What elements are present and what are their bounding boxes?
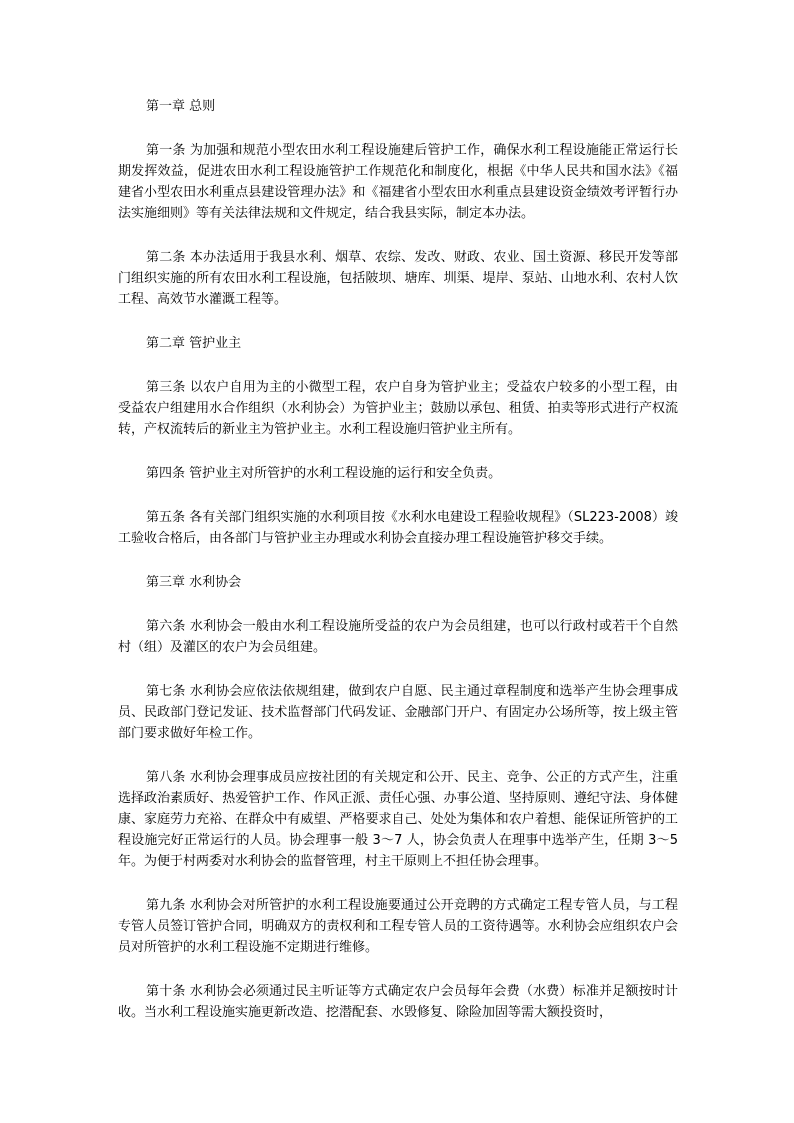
article-9: 第九条 水利协会对所管护的水利工程设施要通过公开竞聘的方式确定工程专管人员，与工程专管人员签订管护合同，明确双方的责权利和工程专管人员的工资待遇等。水利协会应组织农户会员对所管护的水利工程设施不定期进行维修。 [118,898,678,955]
chapter-2-heading: 第二章 管护业主 [146,336,242,351]
article-6: 第六条 水利协会一般由水利工程设施所受益的农户为会员组建，也可以行政村或若干个自然村（组）及灌区的农户为会员组建。 [118,619,678,655]
article-7: 第七条 水利协会应依法依规组建，做到农户自愿、民主通过章程制度和选举产生协会理事成员、民政部门登记发证、技术监督部门代码发证、金融部门开户、有固定办公场所等，按上级主管部门要求做好年检工作。 [118,684,678,741]
document-page [118,96,678,1046]
article-5: 第五条 各有关部门组织实施的水利项目按《水利水电建设工程验收规程》（SL223-2008）竣工验收合格后，由各部门与管护业主办理或水利协会直接办理工程设施管护移交手续。 [118,510,678,546]
chapter-1-heading: 第一章 总则 [146,99,216,114]
article-3: 第三条 以农户自用为主的小微型工程，农户自身为管护业主；受益农户较多的小型工程，由受益农户组建用水合作组织（水利协会）为管护业主；鼓励以承包、租赁、拍卖等形式进行产权流转，产权流转后的新业主为管护业主。水利工程设施归管护业主所有。 [118,380,678,437]
article-1: 第一条 为加强和规范小型农田水利工程设施建后管护工作，确保水利工程设施能正常运行长期发挥效益，促进农田水利工程设施管护工作规范化和制度化，根据《中华人民共和国水法》《福建省小型农田水利重点县建设管理办法》和《福建省小型农田水利重点县建设资金绩效考评暂行办法实施细则》等有关法律法规和文件规定，结合我县实际，制定本办法。 [118,143,678,221]
article-2: 第二条 本办法适用于我县水利、烟草、农综、发改、财政、农业、国土资源、移民开发等部门组织实施的所有农田水利工程设施，包括陂坝、塘库、圳渠、堤岸、泵站、山地水利、农村人饮工程、高效节水灌溉工程等。 [118,250,678,307]
article-10: 第十条 水利协会必须通过民主听证等方式确定农户会员每年会费（水费）标准并足额按时计收。当水利工程设施实施更新改造、挖潜配套、水毁修复、除险加固等需大额投资时， [118,984,678,1020]
article-4: 第四条 管护业主对所管护的水利工程设施的运行和安全负责。 [146,466,502,481]
article-8: 第八条 水利协会理事成员应按社团的有关规定和公开、民主、竞争、公正的方式产生，注重选择政治素质好、热爱管护工作、作风正派、责任心强、办事公道、坚持原则、遵纪守法、身体健康、家庭劳力充裕、在群众中有威望、严格要求自己、处处为集体和农户着想、能保证所管护的工程设施完好正常运行的人员。协会理事一般 3～7 人，协会负责人在理事中选举产生，任期 3～5年。为便于村两委对水利协会的监督管理，村主干原则上不担任协会理事。 [118,770,678,869]
chapter-3-heading: 第三章 水利协会 [146,575,242,590]
